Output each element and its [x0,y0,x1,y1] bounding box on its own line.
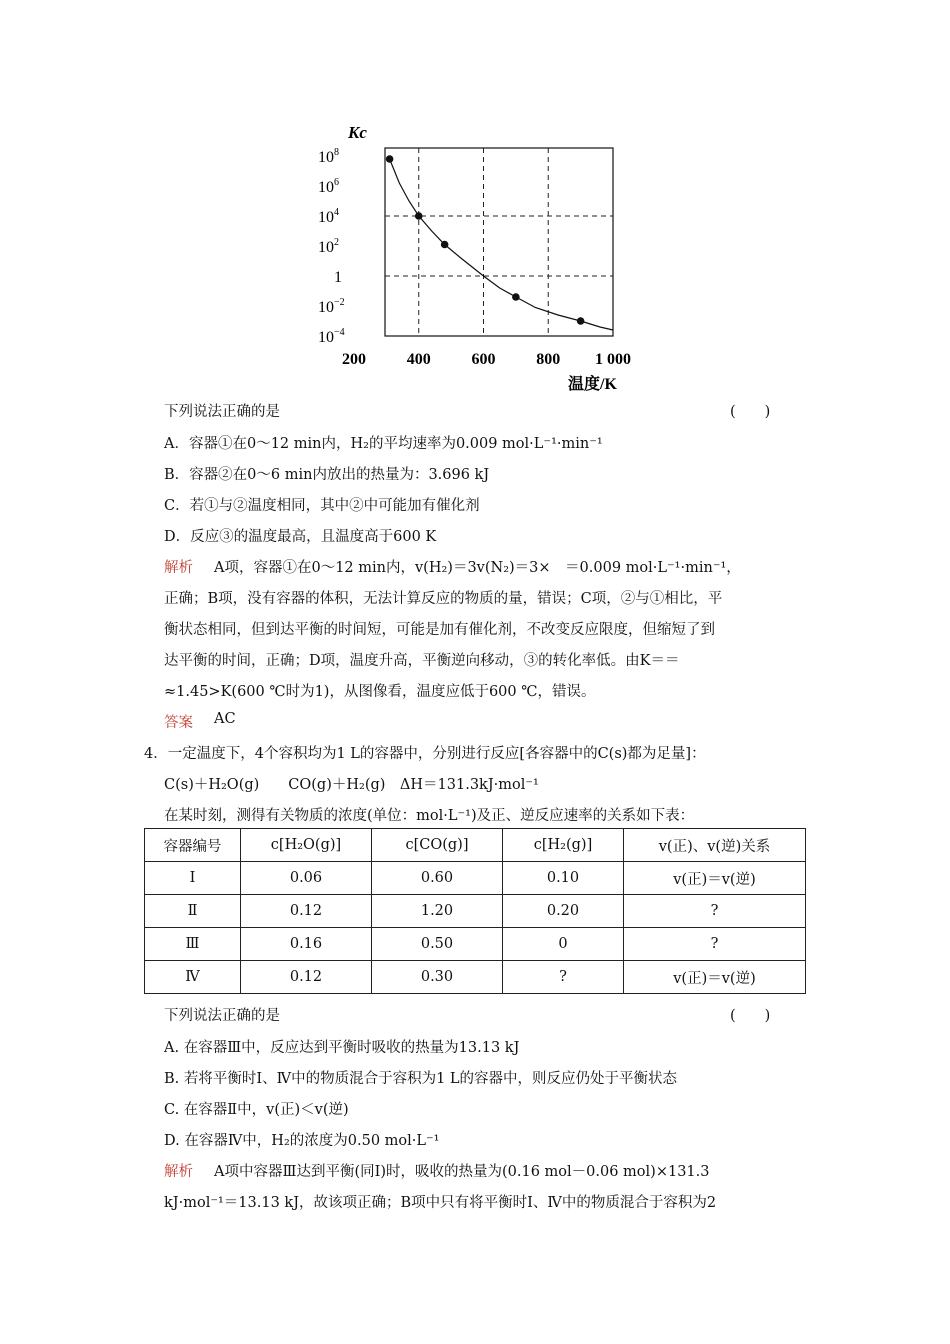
q3-stem: 下列说法正确的是 [164,404,280,420]
q4-paren: ( ) [730,1008,771,1024]
q4-analysis-line-1: A项中容器Ⅲ达到平衡(同Ⅰ)时，吸收的热量为(0.16 mol－0.06 mol)×131.3 [214,1164,710,1180]
table-cell: ? [624,928,806,961]
y-tick-label: $10^8$ [318,147,339,166]
q4-stem-line-1: 4．一定温度下，4个容积均为1 L的容器中，分别进行反应[各容器中的C(s)都为足量]： [144,746,706,762]
table-cell: Ⅳ [145,961,241,994]
y-tick-label: $10^4$ [318,207,339,226]
kc-curve [390,159,613,330]
table-cell: ? [503,961,624,994]
table-header: c[H₂(g)] [503,829,624,862]
data-point [386,155,394,163]
q3-analysis-line-4: 达平衡的时间，正确；D项，温度升高，平衡逆向移动，③的转化率低。由K＝＝ [164,653,680,669]
table-cell: 0.20 [503,895,624,928]
y-tick-label: 1 [334,269,342,286]
q3-option-b: B．容器②在0～6 min内放出的热量为：3.696 kJ [164,467,490,483]
q3-analysis-label: 解析 [164,560,193,576]
table-cell: 1.20 [372,895,503,928]
table-cell: 0.60 [372,862,503,895]
data-point [512,293,520,301]
x-axis-label: 温度/K [568,376,617,393]
table-cell: v(正)＝v(逆) [624,862,806,895]
table-cell: 0.30 [372,961,503,994]
table-row [145,895,806,928]
x-tick-label: 600 [471,351,496,368]
table-cell: Ⅰ [145,862,241,895]
q4-stem-line-3: 在某时刻，测得有关物质的浓度(单位：mol·L⁻¹)及正、逆反应速率的关系如下表： [164,808,695,824]
table-header: 容器编号 [145,829,241,862]
q4-reaction-equation: C(s)＋H₂O(g) CO(g)＋H₂(g) ΔH＝131.3kJ·mol⁻¹ [164,777,539,793]
y-tick-label: $10^{-4}$ [318,327,345,346]
q4-option-a: A. 在容器Ⅲ中，反应达到平衡时吸收的热量为13.13 kJ [164,1040,520,1056]
table-cell: Ⅲ [145,928,241,961]
table-cell: 0.50 [372,928,503,961]
plot-grid [385,148,613,336]
q3-answer: AC [214,711,236,727]
table-cell: 0.10 [503,862,624,895]
table-row [145,928,806,961]
q3-answer-label: 答案 [164,715,193,731]
y-axis-label: Kc [348,123,367,142]
table-cell: Ⅱ [145,895,241,928]
q3-analysis-line-3: 衡状态相同，但到达平衡的时间短，可能是加有催化剂，不改变反应限度，但缩短了到 [164,622,715,638]
q3-analysis-line-1: A项，容器①在0～12 min内，v(H₂)＝3v(N₂)＝3× ＝0.009 mol·L⁻¹·min⁻¹， [214,560,741,576]
data-point [441,241,449,249]
y-tick-labels [318,147,345,346]
q3-option-a: A．容器①在0～12 min内，H₂的平均速率为0.009 mol·L⁻¹·min⁻¹ [164,436,603,452]
q3-paren: ( ) [730,404,771,420]
y-tick-label: $10^6$ [318,177,339,196]
data-point [577,317,585,325]
q3-analysis-line-5: ≈1.45>K(600 ℃时为1)，从图像看，温度应低于600 ℃，错误。 [164,684,596,700]
q4-question: 下列说法正确的是 [164,1008,280,1024]
table-header: c[CO(g)] [372,829,503,862]
q3-option-d: D．反应③的温度最高，且温度高于600 K [164,529,437,545]
table-cell: v(正)＝v(逆) [624,961,806,994]
table-cell: 0.16 [241,928,372,961]
q4-analysis-line-2: kJ·mol⁻¹＝13.13 kJ，故该项正确；B项中只有将平衡时Ⅰ、Ⅳ中的物质混合于容积为2 [164,1195,717,1211]
table-cell: 0.06 [241,862,372,895]
x-tick-label: 800 [536,351,561,368]
q4-option-b: B. 若将平衡时Ⅰ、Ⅳ中的物质混合于容积为1 L的容器中，则反应仍处于平衡状态 [164,1071,678,1087]
table-header: c[H₂O(g)] [241,829,372,862]
x-tick-labels [342,351,631,368]
q3-option-c: C．若①与②温度相同，其中②中可能加有催化剂 [164,498,480,514]
q4-option-c: C. 在容器Ⅱ中，v(正)＜v(逆) [164,1102,349,1118]
x-tick-label: 1 000 [595,351,631,368]
table-row [145,862,806,895]
q4-analysis-label: 解析 [164,1164,193,1180]
table-cell: ? [624,895,806,928]
x-tick-label: 200 [342,351,366,368]
y-tick-label: $10^{-2}$ [318,297,345,316]
data-points [386,155,585,325]
x-tick-label: 400 [406,351,431,368]
q4-option-d: D. 在容器Ⅳ中，H₂的浓度为0.50 mol·L⁻¹ [164,1133,440,1149]
q3-analysis-line-2: 正确；B项，没有容器的体积，无法计算反应的物质的量，错误；C项，②与①相比，平 [164,591,723,607]
y-tick-label: $10^2$ [318,237,339,256]
table-header-row [145,829,806,862]
concentration-table [144,828,806,994]
table-cell: 0.12 [241,961,372,994]
table-cell: 0.12 [241,895,372,928]
table-row [145,961,806,994]
table-header: v(正)、v(逆)关系 [624,829,806,862]
data-point [415,212,423,220]
table-cell: 0 [503,928,624,961]
kc-temperature-chart [310,118,650,398]
